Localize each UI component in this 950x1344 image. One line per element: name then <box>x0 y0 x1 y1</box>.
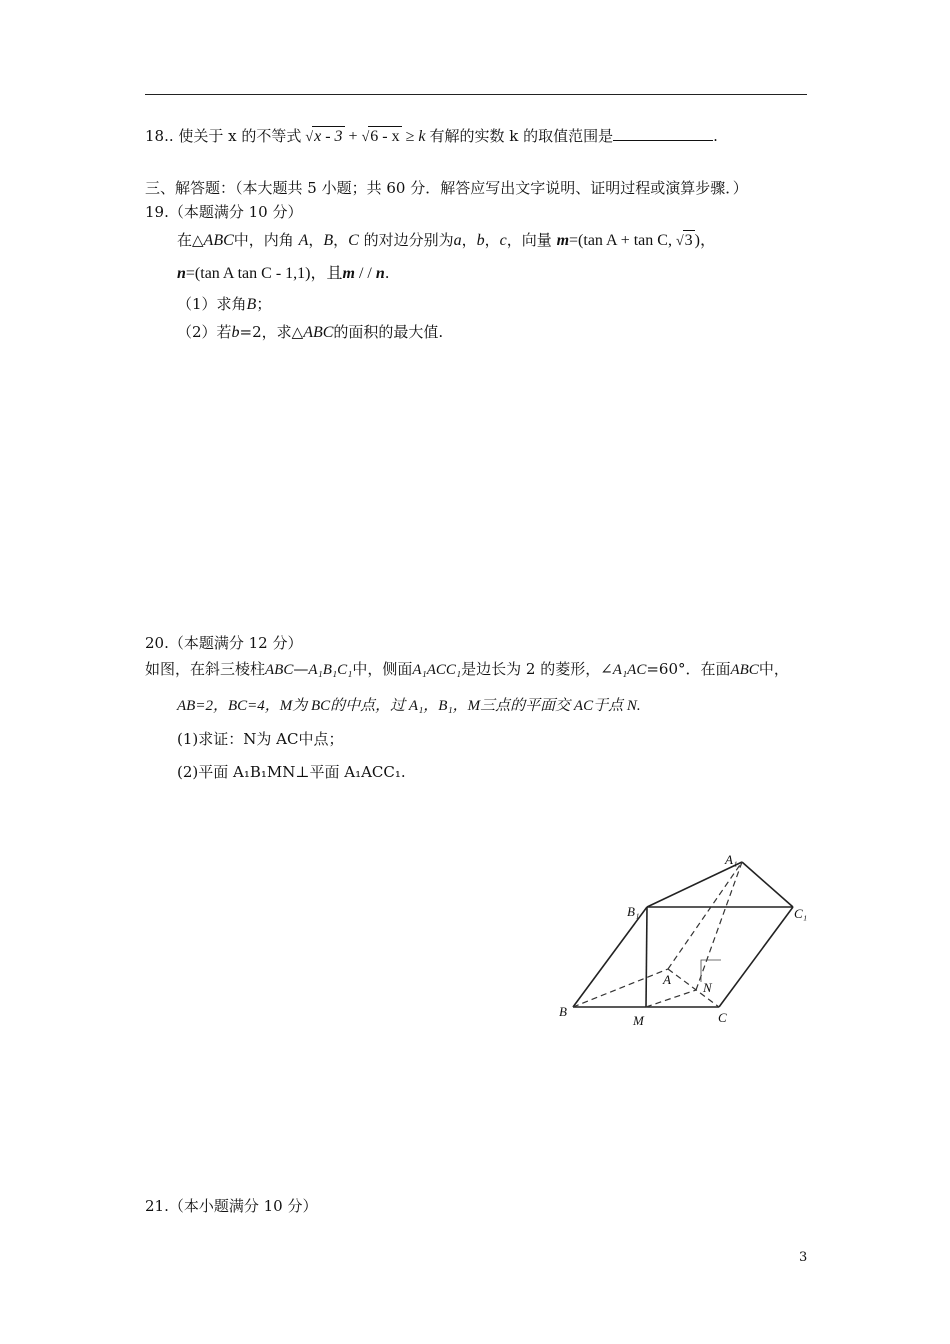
q19-text: 的对边分别为 <box>363 231 454 249</box>
q19-triangle-abc: ABC <box>203 232 234 249</box>
q18-inequality: √x - 3 + √6 - x ≥ k <box>305 128 426 145</box>
prism-figure <box>555 850 815 1035</box>
q19-text: 中，内角 <box>233 231 294 249</box>
q19-var-B: B <box>246 296 257 313</box>
q20-header: 20.（本题满分 12 分） <box>145 634 303 652</box>
q19-triangle-abc: ABC <box>303 324 334 341</box>
q18-number: 18. <box>145 127 169 145</box>
q20-text: 是边长为 2 的菱形，∠ <box>461 660 613 678</box>
q19-parallel: / / <box>354 265 376 282</box>
q18-text-after: 有解的实数 k 的取值范围是 <box>429 127 614 145</box>
edge-a-a1 <box>668 862 742 969</box>
label-c: C <box>718 1010 727 1025</box>
q20-text: 如图，在斜三棱柱 <box>145 660 266 678</box>
q18-text-before: . 使关于 x 的不等式 <box>168 127 302 145</box>
q19-comma: ， <box>484 231 500 249</box>
question-18 <box>145 126 718 148</box>
section-3-heading: 三、解答题：（本大题共 5 小题；共 60 分．解答应写出文字说明、证明过程或演算步骤．） <box>145 179 748 197</box>
q19-line-1: 在△ABC中，内角 A，B，C 的对边分别为a，b，c，向量 m=(tan A + tan C, √3 )， <box>177 231 716 249</box>
q19-part2-text: 的面积的最大值. <box>333 323 444 341</box>
q19-comma: ， <box>461 231 477 249</box>
q19-n-expr: =(tan A tan C - 1,1)，且 <box>185 265 343 282</box>
q19-sqrt3: 3 <box>684 232 693 249</box>
q19-part-1 <box>177 294 271 315</box>
q19-var-a: a <box>453 232 462 249</box>
q21-header: 21.（本小题满分 10 分） <box>145 1197 318 1215</box>
q20-prism-base: ABC <box>265 662 294 678</box>
header-rule <box>145 94 807 95</box>
q20-face-abc: ABC <box>730 662 759 678</box>
q18-plus: + <box>348 128 358 145</box>
page-number: 3 <box>799 1250 808 1265</box>
label-c1: C₁ <box>794 906 808 921</box>
q19-text: 在△ <box>177 231 204 249</box>
label-a1: A₁ <box>725 852 738 867</box>
label-b1: B₁ <box>627 904 640 919</box>
q19-vector-m: m <box>556 232 570 249</box>
q20-line-2: AB=2，BC=4，M为 BC的中点，过 A₁，B₁，M三点的平面交 AC于点 N. <box>177 698 641 714</box>
label-b: B <box>559 1004 567 1019</box>
right-angle-mark <box>701 960 721 982</box>
q20-text: 中，侧面 <box>352 660 413 678</box>
q19-vector-n: n <box>177 265 186 282</box>
q20-prism-top: A₁B₁C₁ <box>308 662 353 678</box>
q20-part-1: (1)求证：N为 AC中点； <box>177 730 344 748</box>
q20-angle: A₁AC <box>612 662 647 678</box>
q19-var-B: B <box>323 232 334 249</box>
q19-comma: ， <box>333 231 349 249</box>
edge-b1-m <box>646 907 647 1007</box>
answer-blank <box>613 126 713 141</box>
edge-b-b1 <box>573 907 647 1007</box>
q19-header: 19.（本题满分 10 分） <box>145 203 303 221</box>
q19-part2-text: =2，求△ <box>239 323 304 341</box>
q18-geq: ≥ k <box>405 128 426 145</box>
q19-var-b: b <box>476 232 485 249</box>
q19-var-C: C <box>348 232 359 249</box>
q19-vector-n: n <box>375 265 385 282</box>
q19-line-2 <box>177 263 390 284</box>
q18-end: . <box>713 127 718 145</box>
q20-part-2: (2)平面 A₁B₁MN⊥平面 A₁ACC₁. <box>177 763 406 781</box>
label-a: A <box>663 972 671 987</box>
label-n: N <box>703 980 712 995</box>
q20-line-1 <box>145 659 789 680</box>
q19-var-A: A <box>298 232 309 249</box>
q19-var-c: c <box>499 232 507 249</box>
q20-text: 中， <box>758 660 789 678</box>
q19-m-close: )， <box>694 232 716 249</box>
q19-comma: ， <box>308 231 324 249</box>
q20-text: =60°．在面 <box>646 660 731 678</box>
q19-period: . <box>384 264 390 282</box>
q19-text: ，向量 <box>506 231 552 249</box>
q18-sqrt-1: x - 3 <box>314 128 343 145</box>
edge-m-n <box>646 990 696 1007</box>
q19-m-expr: =(tan A + tan C, <box>569 232 676 249</box>
q19-part1-end: ； <box>256 295 272 313</box>
q18-sqrt-2: 6 - x <box>370 128 400 145</box>
edge-a1-c1 <box>742 862 793 907</box>
q19-vector-m: m <box>342 265 355 282</box>
q20-face: A₁ACC₁ <box>412 662 462 678</box>
q19-part-2 <box>177 322 443 343</box>
q20-dash: — <box>293 660 309 678</box>
label-m: M <box>633 1013 644 1028</box>
edge-c-c1 <box>719 907 793 1007</box>
q19-part2-text: （2）若 <box>177 323 232 341</box>
q19-var-b: b <box>231 324 240 341</box>
q19-part1-text: （1）求角 <box>177 295 247 313</box>
